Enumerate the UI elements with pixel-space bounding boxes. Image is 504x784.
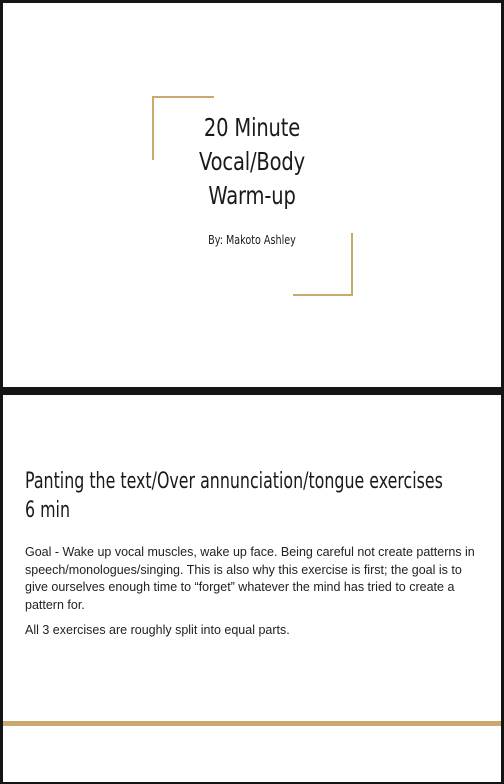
slide-heading [25,467,471,525]
title-line: 20 Minute [203,113,301,142]
body-paragraph: All 3 exercises are roughly split into equal parts. [25,623,290,637]
heading-line: 6 min [25,498,70,523]
slide-body [25,544,483,648]
content-slide [3,395,501,782]
author-byline: By: Makoto Ashley [208,233,296,247]
slide-title [136,111,368,213]
body-paragraph: Goal - Wake up vocal muscles, wake up face. Being careful not create patterns in speech/monologues/singing. This is also why this exercise is first; the goal is to give ourselves enough time to “forget” whatever the mind has tried to create a pattern for. [25,545,475,612]
title-slide [3,3,501,387]
decorative-footer-bar [3,721,501,726]
title-block [103,111,401,213]
heading-line: Panting the text/Over annunciation/tongue exercises [25,469,443,494]
title-line: Warm-up [208,181,296,210]
title-line: Vocal/Body [198,147,306,176]
